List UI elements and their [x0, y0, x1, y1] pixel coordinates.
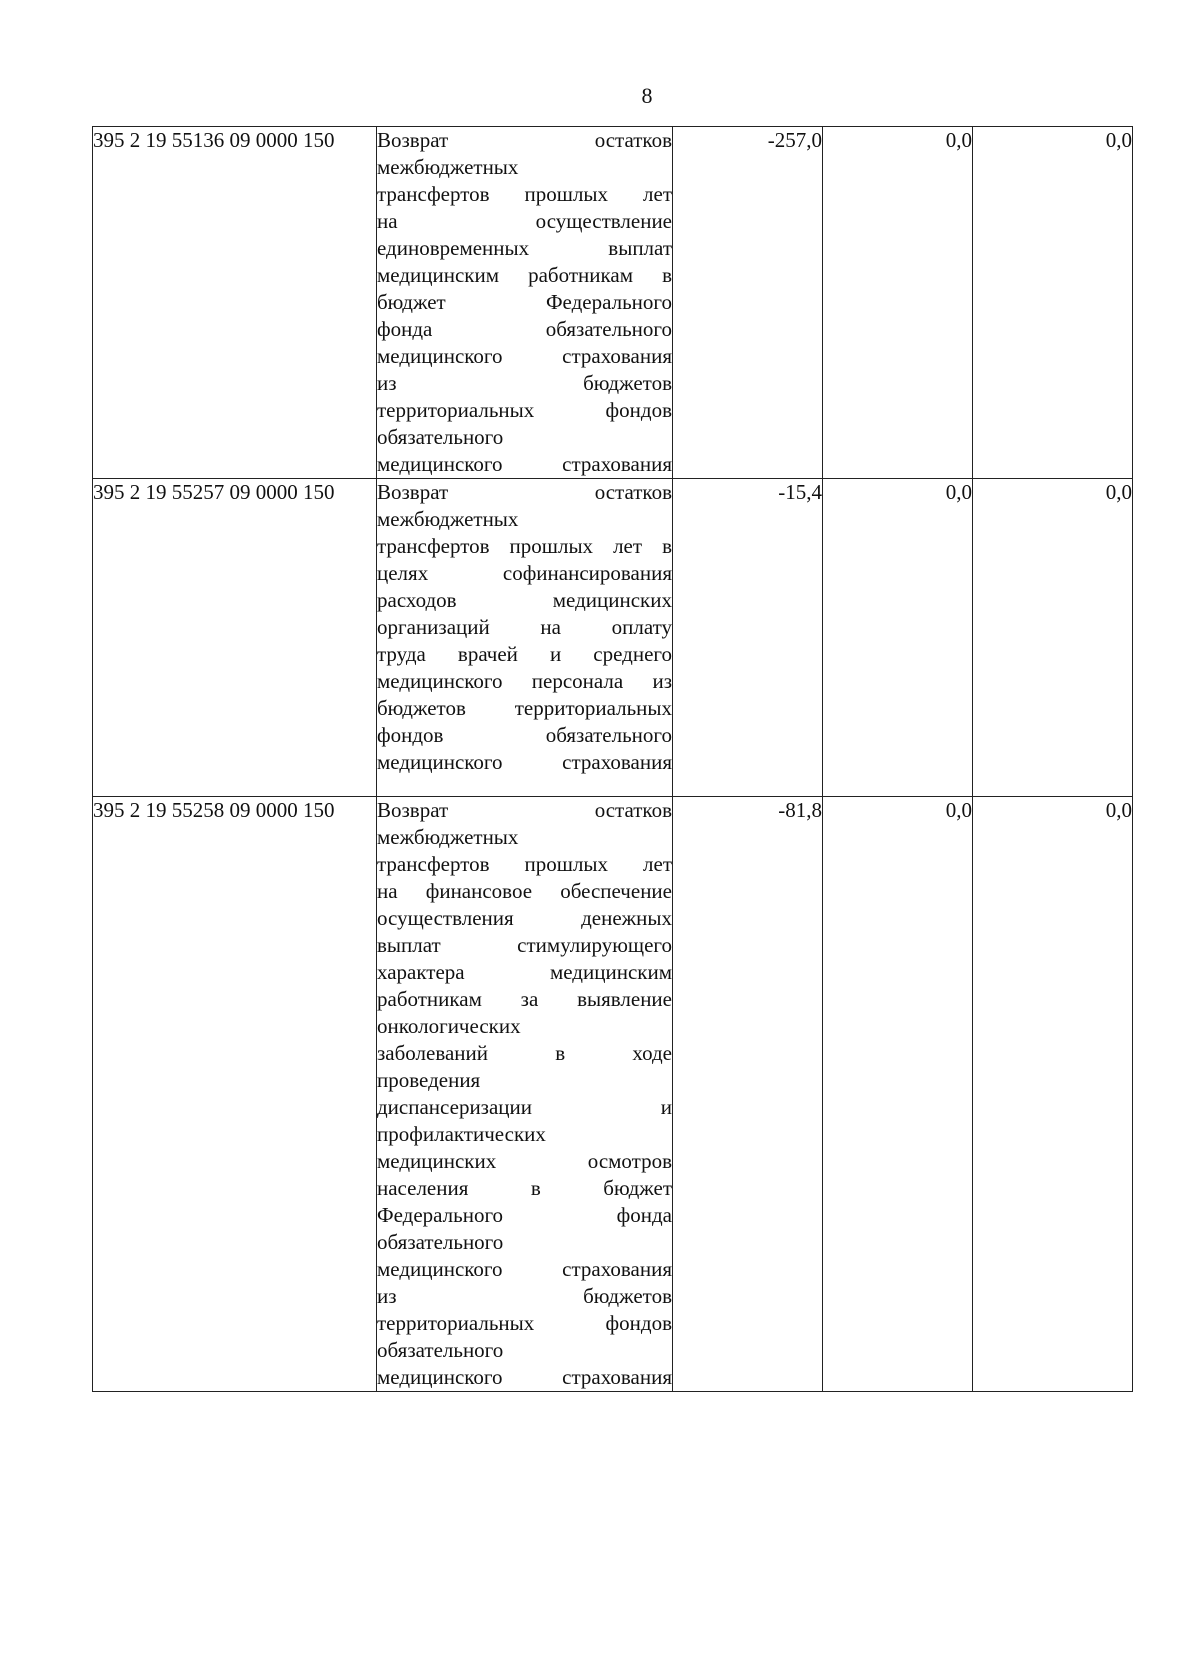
description-line: онкологических: [377, 1014, 521, 1038]
description-cell: [377, 479, 673, 797]
description-line: осуществления денежных: [377, 906, 672, 930]
description-line: Возврат остатков: [377, 128, 672, 152]
description-line: территориальных фондов: [377, 398, 672, 422]
description-line: трансфертов прошлых лет: [377, 852, 672, 876]
table-row: [93, 797, 1133, 1392]
table-row: [93, 479, 1133, 797]
description-line: на осуществление: [377, 209, 672, 233]
value-1-cell: -15,4: [673, 479, 823, 797]
description-line: Возврат остатков: [377, 798, 672, 822]
description-line: целях софинансирования: [377, 561, 672, 585]
description-cell: [377, 127, 673, 479]
value-3-cell: 0,0: [973, 479, 1133, 797]
budget-code-cell: 395 2 19 55258 09 0000 150: [93, 797, 377, 1392]
description-line: выплат стимулирующего: [377, 933, 672, 957]
description-line: обязательного: [377, 1338, 504, 1362]
description-line: фондов обязательного: [377, 723, 672, 747]
description-line: медицинского страхования: [377, 452, 672, 476]
description-line: из бюджетов: [377, 371, 672, 395]
value-1-cell: -81,8: [673, 797, 823, 1392]
description-line: на финансовое обеспечение: [377, 879, 672, 903]
budget-code-cell: 395 2 19 55257 09 0000 150: [93, 479, 377, 797]
description-line: медицинским работникам в: [377, 263, 672, 287]
description-line: заболеваний в ходе: [377, 1041, 672, 1065]
description-line: труда врачей и среднего: [377, 642, 672, 666]
value-2-cell: 0,0: [823, 797, 973, 1392]
value-3-cell: 0,0: [973, 797, 1133, 1392]
description-line: Возврат остатков: [377, 480, 672, 504]
description-line: трансфертов прошлых лет: [377, 182, 672, 206]
value-2-cell: 0,0: [823, 127, 973, 479]
description-line: медицинского персонала из: [377, 669, 672, 693]
description-cell: [377, 797, 673, 1392]
description-line: бюджетов территориальных: [377, 696, 672, 720]
description-line: территориальных фондов: [377, 1311, 672, 1335]
budget-table: [92, 126, 1133, 1392]
description-line: диспансеризации и: [377, 1095, 672, 1119]
budget-code-cell: 395 2 19 55136 09 0000 150: [93, 127, 377, 479]
description-line: характера медицинским: [377, 960, 672, 984]
description-line: работникам за выявление: [377, 987, 672, 1011]
description-line: расходов медицинских: [377, 588, 672, 612]
table-row: [93, 127, 1133, 479]
description-line: бюджет Федерального: [377, 290, 672, 314]
description-line: медицинских осмотров: [377, 1149, 672, 1173]
description-line: медицинского страхования: [377, 750, 672, 774]
description-line: организаций на оплату: [377, 615, 672, 639]
page-number: 8: [641, 83, 653, 108]
description-line: медицинского страхования: [377, 1365, 672, 1389]
description-line: медицинского страхования: [377, 1257, 672, 1281]
description-line: населения в бюджет: [377, 1176, 672, 1200]
value-2-cell: 0,0: [823, 479, 973, 797]
description-line: фонда обязательного: [377, 317, 672, 341]
description-line: единовременных выплат: [377, 236, 672, 260]
description-line: обязательного: [377, 425, 504, 449]
description-line: межбюджетных: [377, 507, 519, 531]
value-3-cell: 0,0: [973, 127, 1133, 479]
value-1-cell: -257,0: [673, 127, 823, 479]
description-line: медицинского страхования: [377, 344, 672, 368]
description-line: межбюджетных: [377, 155, 519, 179]
description-line: проведения: [377, 1068, 481, 1092]
description-line: Федерального фонда: [377, 1203, 672, 1227]
description-line: из бюджетов: [377, 1284, 672, 1308]
description-line: межбюджетных: [377, 825, 519, 849]
table-body: [93, 127, 1133, 1392]
description-line: обязательного: [377, 1230, 504, 1254]
description-line: профилактических: [377, 1122, 546, 1146]
description-line: трансфертов прошлых лет в: [377, 534, 672, 558]
